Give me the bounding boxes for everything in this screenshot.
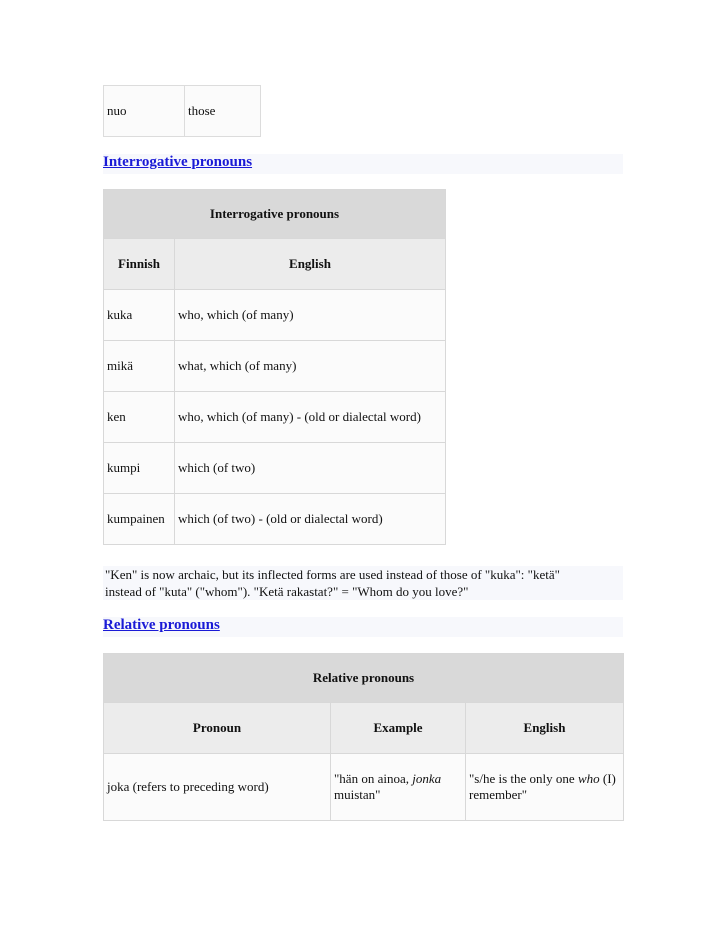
finnish-cell: kumpainen <box>104 494 175 545</box>
column-header-pronoun: Pronoun <box>104 703 331 754</box>
relative-section-bar <box>103 617 623 637</box>
finnish-cell: ken <box>104 392 175 443</box>
table-caption: Interrogative pronouns <box>104 190 446 239</box>
english-cell: which (of two) <box>175 443 446 494</box>
interrogative-section-bar <box>103 154 623 174</box>
english-cell: which (of two) - (old or dialectal word) <box>175 494 446 545</box>
note-line-1: "Ken" is now archaic, but its inflected forms are used instead of those of "kuka": "ketä" <box>105 567 560 582</box>
table-header-row <box>104 703 624 754</box>
table-caption-row <box>104 190 446 239</box>
note-paragraph <box>103 566 623 600</box>
table-row <box>104 86 261 137</box>
column-header-english: English <box>466 703 624 754</box>
table-header-row <box>104 239 446 290</box>
relative-heading-link[interactable]: Relative pronouns <box>103 617 220 633</box>
example-emphasis: jonka <box>412 771 442 786</box>
finnish-cell: kuka <box>104 290 175 341</box>
english-cell: what, which (of many) <box>175 341 446 392</box>
table-row <box>104 290 446 341</box>
top-pronoun-table <box>103 85 261 137</box>
english-text-post: (I) remember" <box>469 771 616 802</box>
example-text-pre: "hän on ainoa, <box>334 771 413 786</box>
column-header-example: Example <box>331 703 466 754</box>
english-text-pre: "s/he is the only one <box>469 771 578 786</box>
table-row <box>104 443 446 494</box>
example-text-post: muistan" <box>334 787 381 802</box>
column-header-english: English <box>175 239 446 290</box>
english-cell: who, which (of many) - (old or dialectal word) <box>175 392 446 443</box>
table-caption: Relative pronouns <box>104 654 624 703</box>
english-cell: those <box>185 86 261 137</box>
english-cell <box>466 754 624 821</box>
note-line-2: instead of "kuta" ("whom"). "Ketä rakastat?" = "Whom do you love?" <box>105 584 469 599</box>
english-emphasis: who <box>577 771 600 786</box>
finnish-cell: nuo <box>104 86 185 137</box>
table-caption-row <box>104 654 624 703</box>
finnish-cell: kumpi <box>104 443 175 494</box>
table-row <box>104 392 446 443</box>
example-cell <box>331 754 466 821</box>
table-row <box>104 754 624 821</box>
table-row <box>104 341 446 392</box>
table-row <box>104 494 446 545</box>
interrogative-heading-link[interactable]: Interrogative pronouns <box>103 154 253 170</box>
column-header-finnish: Finnish <box>104 239 175 290</box>
pronoun-cell: joka (refers to preceding word) <box>104 754 331 821</box>
english-cell: who, which (of many) <box>175 290 446 341</box>
finnish-cell: mikä <box>104 341 175 392</box>
interrogative-table <box>103 189 446 545</box>
relative-table <box>103 653 624 821</box>
